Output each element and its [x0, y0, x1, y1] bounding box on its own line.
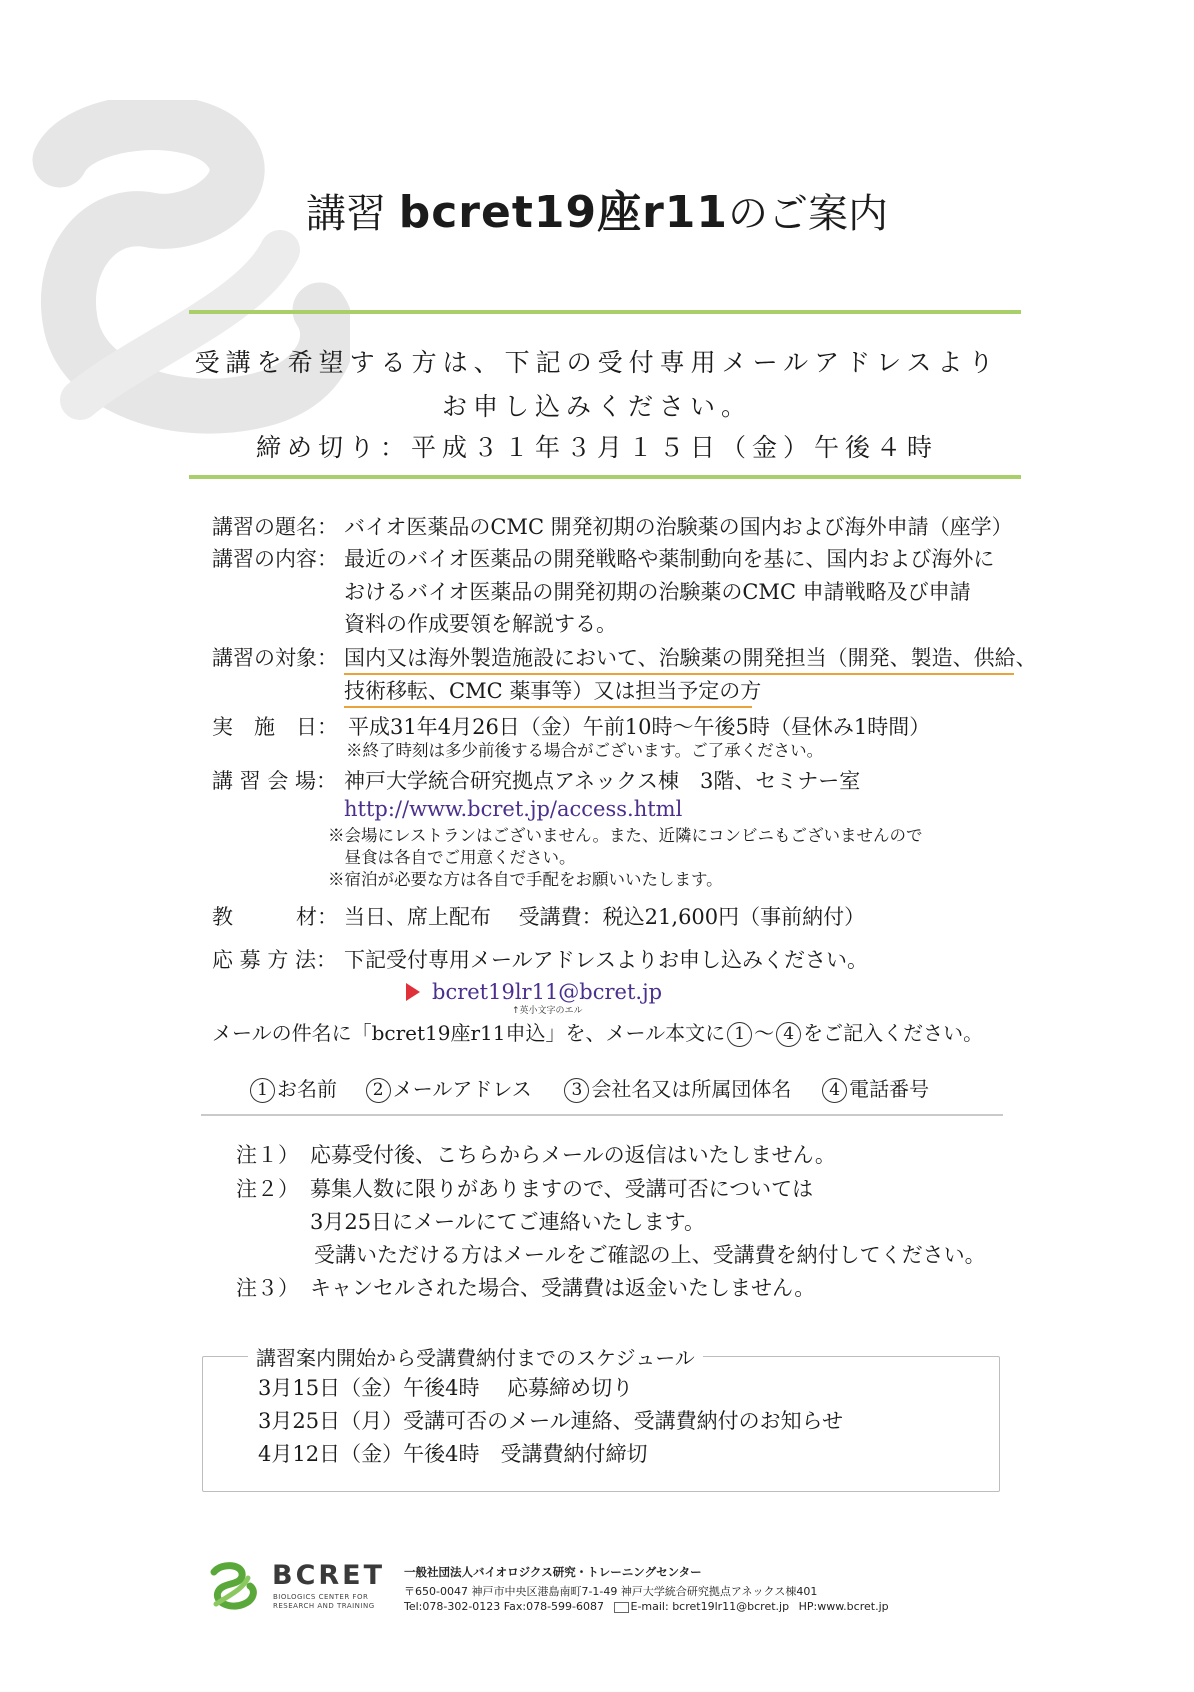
- note-text: 応募受付後、こちらからメールの返信はいたしません。: [310, 1143, 836, 1167]
- title-prefix: 講習: [305, 191, 399, 237]
- field-label: お名前: [277, 1077, 337, 1101]
- schedule-item: 3月15日（金）午後4時 応募締め切り: [258, 1376, 634, 1400]
- instruction-text: メールの件名に「bcret19座r11申込」を、メール本文に: [212, 1021, 726, 1045]
- footer-address: 〒650-0047 神戸市中央区港島南町7-1-49 神戸大学統合研究拠点アネックス棟401: [404, 1585, 818, 1598]
- content-line: 資料の作成要領を解説する。: [344, 612, 617, 636]
- venue-url-link[interactable]: http://www.bcret.jp/access.html: [344, 797, 683, 821]
- logo-text: BCRET: [272, 1560, 386, 1591]
- target-line: 国内又は海外製造施設において、治験薬の開発担当（開発、製造、供給、: [344, 646, 1037, 670]
- field-number: 3: [564, 1078, 589, 1103]
- footer-email-link[interactable]: E-mail: bcret19lr11@bcret.jp: [630, 1600, 790, 1613]
- venue-label: 講 習 会 場：: [212, 769, 338, 793]
- field-number: 1: [250, 1078, 275, 1103]
- venue-note: ※会場にレストランはございません。また、近隣にコンビニもございませんので: [328, 826, 923, 845]
- content-label: 講習の内容：: [212, 547, 338, 571]
- target-underline: [344, 673, 1014, 675]
- field-number: 2: [366, 1078, 391, 1103]
- material-label: 教 材：: [212, 905, 338, 929]
- apply-value: 下記受付専用メールアドレスよりお申し込みください。: [344, 948, 868, 972]
- venue-note: 昼食は各自でご用意ください。: [328, 848, 576, 867]
- note-text: 3月25日にメールにてご連絡いたします。: [310, 1210, 705, 1234]
- subject-label: 講習の題名：: [212, 515, 338, 539]
- field-label: メールアドレス: [392, 1077, 532, 1101]
- apply-email-link[interactable]: bcret19lr11@bcret.jp: [432, 980, 663, 1004]
- note-text: キャンセルされた場合、受講費は返金いたしません。: [310, 1276, 816, 1300]
- note-label: 注３）: [236, 1276, 299, 1300]
- instruction-line: [212, 1018, 983, 1048]
- intro-deadline: 締め切り：平成３１年３月１５日（金）午後４時: [255, 433, 938, 462]
- divider-bottom: [189, 475, 1021, 479]
- footer-org: 一般社団法人バイオロジクス研究・トレーニングセンター: [404, 1565, 702, 1579]
- footer-contact: [404, 1600, 889, 1613]
- field-label: 会社名又は所属団体名: [591, 1077, 792, 1101]
- instruction-text: をご記入ください。: [803, 1021, 984, 1045]
- circled-number: 4: [776, 1022, 801, 1047]
- logo-subtitle: BIOLOGICS CENTER FOR: [273, 1593, 369, 1601]
- target-underline: [344, 706, 752, 708]
- intro-line-1: 受講を希望する方は、下記の受付専用メールアドレスより: [194, 348, 1000, 377]
- title-suffix: のご案内: [728, 191, 889, 237]
- apply-label: 応 募 方 法：: [212, 948, 338, 972]
- title-course-code: bcret19座r11: [398, 187, 729, 238]
- schedule-item: 4月12日（金）午後4時 受講費納付締切: [258, 1442, 648, 1466]
- field-label: 電話番号: [849, 1077, 930, 1101]
- circled-number: 1: [727, 1022, 752, 1047]
- note-label: 注２）: [236, 1177, 299, 1201]
- date-value: 平成31年4月26日（金）午前10時～午後5時（昼休み1時間）: [348, 715, 931, 739]
- page-title: [0, 176, 1194, 240]
- target-label: 講習の対象：: [212, 646, 338, 670]
- instruction-tilde: ～: [754, 1021, 775, 1045]
- bcret-logo-icon: [204, 1558, 260, 1614]
- footer-tel: Tel:078-302-0123 Fax:078-599-6087: [404, 1600, 604, 1613]
- content-line: おけるバイオ医薬品の開発初期の治験薬のCMC 申請戦略及び申請: [344, 580, 971, 604]
- target-line: 技術移転、CMC 薬事等）又は担当予定の方: [344, 679, 762, 703]
- fields-divider: [201, 1114, 1003, 1116]
- note-text: 受講いただける方はメールをご確認の上、受講費を納付してください。: [314, 1243, 986, 1267]
- email-hint: ↑英小文字のエル: [512, 1006, 583, 1016]
- footer-hp-link[interactable]: HP:www.bcret.jp: [798, 1600, 889, 1613]
- divider-top: [189, 310, 1021, 314]
- material-value: 当日、席上配布 受講費：税込21,600円（事前納付）: [344, 905, 866, 929]
- note-text: 募集人数に限りがありますので、受講可否については: [310, 1177, 814, 1201]
- note-label: 注１）: [236, 1143, 299, 1167]
- schedule-item: 3月25日（月）受講可否のメール連絡、受講費納付のお知らせ: [258, 1409, 844, 1433]
- logo-subtitle: RESEARCH AND TRAINING: [273, 1602, 375, 1610]
- intro-line-2: お申し込みください。: [441, 392, 752, 421]
- fields-list: [248, 1074, 929, 1104]
- venue-note: ※宿泊が必要な方は各自で手配をお願いいたします。: [328, 870, 723, 889]
- content-line: 最近のバイオ医薬品の開発戦略や薬制動向を基に、国内および海外に: [344, 547, 995, 571]
- venue-value: 神戸大学統合研究拠点アネックス棟 3階、セミナー室: [344, 769, 861, 793]
- date-note: ※終了時刻は多少前後する場合がございます。ご了承ください。: [346, 741, 824, 760]
- arrow-right-icon: [406, 983, 420, 1001]
- mail-icon: [614, 1602, 629, 1613]
- date-label: 実 施 日：: [212, 715, 338, 739]
- schedule-title: 講習案内開始から受講費納付までのスケジュール: [248, 1342, 703, 1371]
- field-number: 4: [822, 1078, 847, 1103]
- subject-value: バイオ医薬品のCMC 開発初期の治験薬の国内および海外申請（座学）: [344, 515, 1013, 539]
